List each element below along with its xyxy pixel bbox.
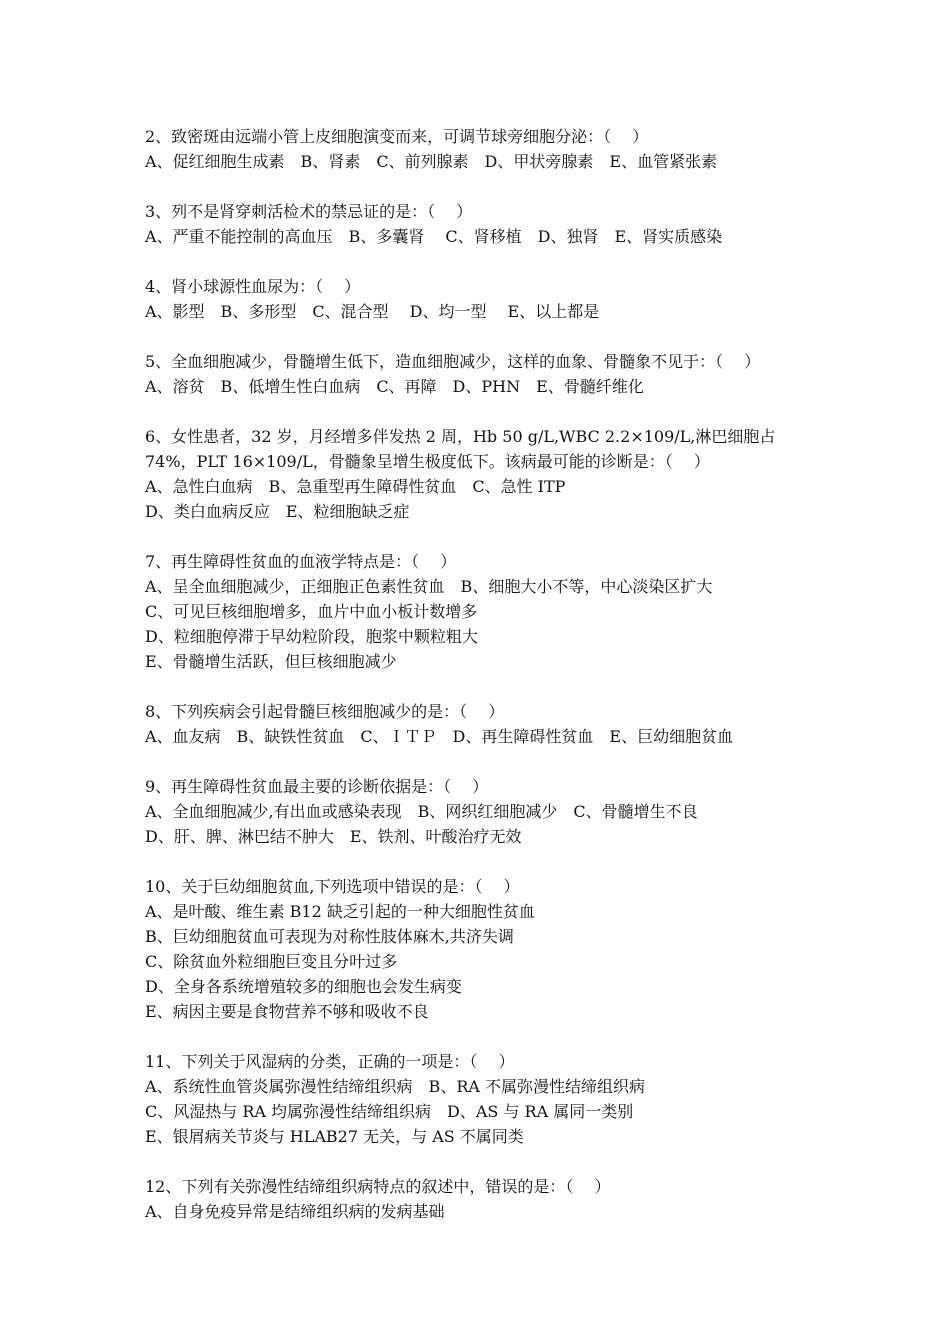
question-stem: 6、女性患者，32 岁，月经增多伴发热 2 周，Hb 50 g/L,WBC 2.2×109/L,淋巴细胞占 [145,427,776,446]
document-page [145,124,845,1249]
question-stem: 8、下列疾病会引起骨髓巨核细胞减少的是：（ ） [145,702,505,721]
question-stem: 9、再生障碍性贫血最主要的诊断依据是：（ ） [145,777,489,796]
question-2 [145,124,845,174]
question-option: C、可见巨核细胞增多，血片中血小板计数增多 [145,602,478,621]
question-5 [145,349,845,399]
question-option: E、银屑病关节炎与 HLAB27 无关，与 AS 不属同类 [145,1127,524,1146]
question-12 [145,1174,845,1224]
question-11 [145,1049,845,1149]
question-option: D、粒细胞停滞于早幼粒阶段，胞浆中颗粒粗大 [145,627,478,646]
question-options: D、肝、脾、淋巴结不肿大 E、铁剂、叶酸治疗无效 [145,827,522,846]
question-options: A、全血细胞减少,有出血或感染表现 B、网织红细胞减少 C、骨髓增生不良 [145,802,698,821]
question-options: A、溶贫 B、低增生性白血病 C、再障 D、PHN E、骨髓纤维化 [145,377,644,396]
question-stem: 5、全血细胞减少，骨髓增生低下，造血细胞减少，这样的血象、骨髓象不见于：（ ） [145,352,761,371]
question-8 [145,699,845,749]
question-option: C、除贫血外粒细胞巨变且分叶过多 [145,952,398,971]
question-options: A、急性白血病 B、急重型再生障碍性贫血 C、急性 ITP [145,477,566,496]
question-option: B、巨幼细胞贫血可表现为对称性肢体麻木,共济失调 [145,927,514,946]
question-stem: 7、再生障碍性贫血的血液学特点是：（ ） [145,552,457,571]
question-options: A、影型 B、多形型 C、混合型 D、均一型 E、以上都是 [145,302,600,321]
question-options: A、血友病 B、缺铁性贫血 C、ＩＴＰ D、再生障碍性贫血 E、巨幼细胞贫血 [145,727,734,746]
question-option: A、自身免疫异常是结缔组织病的发病基础 [145,1202,445,1221]
question-stem: 2、致密斑由远端小管上皮细胞演变而来，可调节球旁细胞分泌：（ ） [145,127,649,146]
question-10 [145,874,845,1024]
question-stem: 74%，PLT 16×109/L，骨髓象呈增生极度低下。该病最可能的诊断是：（ ） [145,452,710,471]
question-stem: 3、列不是肾穿刺活检术的禁忌证的是：（ ） [145,202,473,221]
question-option: A、是叶酸、维生素 B12 缺乏引起的一种大细胞性贫血 [145,902,535,921]
question-options: A、促红细胞生成素 B、肾素 C、前列腺素 D、甲状旁腺素 E、血管紧张素 [145,152,718,171]
question-6 [145,424,845,524]
question-option: E、骨髓增生活跃，但巨核细胞减少 [145,652,397,671]
question-options: A、严重不能控制的高血压 B、多囊肾 C、肾移植 D、独肾 E、肾实质感染 [145,227,723,246]
question-4 [145,274,845,324]
question-options: A、系统性血管炎属弥漫性结缔组织病 B、RA 不属弥漫性结缔组织病 [145,1077,646,1096]
question-stem: 12、下列有关弥漫性结缔组织病特点的叙述中，错误的是：（ ） [145,1177,611,1196]
question-option: A、呈全血细胞减少，正细胞正色素性贫血 B、细胞大小不等，中心淡染区扩大 [145,577,713,596]
question-3 [145,199,845,249]
question-options: D、类白血病反应 E、粒细胞缺乏症 [145,502,410,521]
question-9 [145,774,845,849]
question-stem: 11、下列关于风湿病的分类，正确的一项是：（ ） [145,1052,515,1071]
question-option: D、全身各系统增殖较多的细胞也会发生病变 [145,977,462,996]
question-option: E、病因主要是食物营养不够和吸收不良 [145,1002,429,1021]
question-stem: 4、肾小球源性血尿为：（ ） [145,277,361,296]
question-stem: 10、关于巨幼细胞贫血,下列选项中错误的是：（ ） [145,877,520,896]
question-7 [145,549,845,674]
question-options: C、风湿热与 RA 均属弥漫性结缔组织病 D、AS 与 RA 属同一类别 [145,1102,634,1121]
